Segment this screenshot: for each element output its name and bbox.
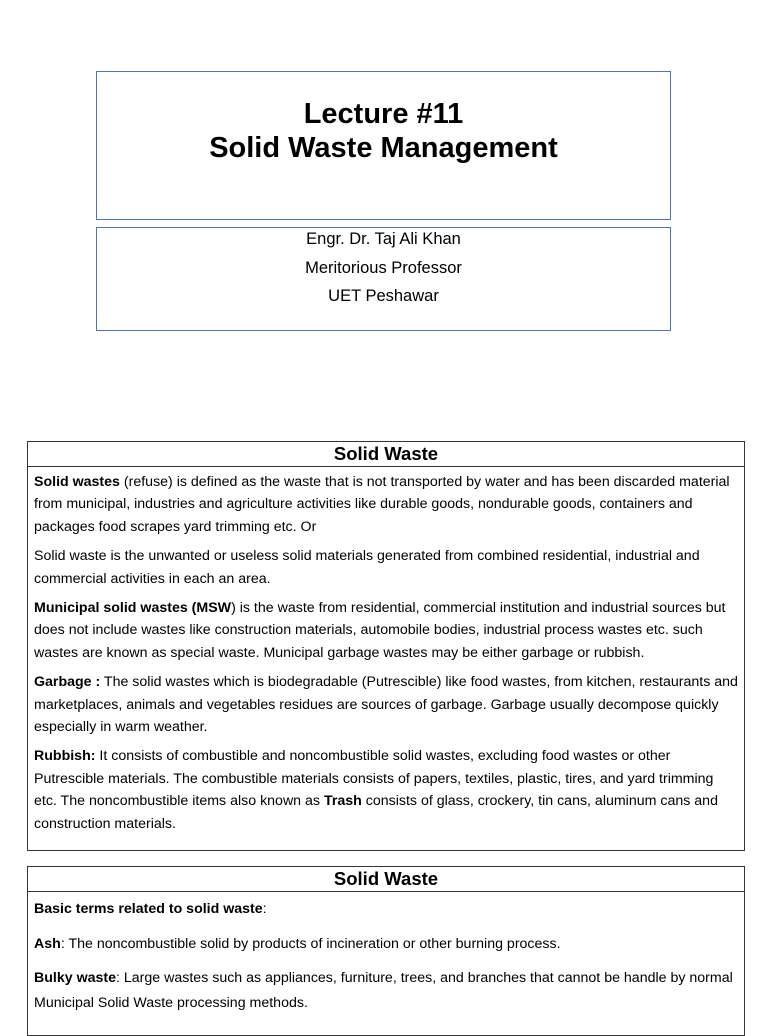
- rubbish-text: It consists of combustible and noncombustible solid wastes, excluding food wastes or other Putrescible materials. The combustible materials consists of papers, textiles, plastic, tires, and yard trimming etc. The noncombustible items also known as: [34, 748, 714, 810]
- solid-waste-section-1: [27, 441, 745, 851]
- garbage-text: The solid wastes which is biodegradable (Putrescible) like food wastes, from kitchen, restaurants and marketplaces, animals and vegetables residues are sources of garbage. Garbage usually decompose quickly especially in warm weather.: [34, 674, 738, 736]
- alt-definition-text: Solid waste is the unwanted or useless solid materials generated from combined residential, industrial and commercial activities in each an area.: [34, 548, 700, 587]
- term-basic-terms: Basic terms related to solid waste: [34, 901, 263, 917]
- rubbish-paragraph: [34, 745, 738, 835]
- term-trash: Trash: [323, 793, 362, 810]
- solid-waste-section-2: [27, 866, 745, 1036]
- term-msw: Municipal solid wastes (MSW: [34, 600, 232, 617]
- alt-definition-paragraph: [34, 545, 738, 590]
- rubbish-text-end: consists of glass, crockery, tin cans, aluminum cans and construction materials.: [34, 793, 718, 832]
- term-solid-wastes: Solid wastes: [34, 474, 120, 490]
- basic-terms-colon: :: [262, 901, 267, 917]
- bulky-waste-paragraph: [34, 966, 738, 1015]
- ash-text: : The noncombustible solid by products of incineration or other burning process.: [60, 935, 561, 952]
- definition-text: (refuse) is defined as the waste that is not transported by water and has been discarded material from municipal, industries and agriculture activities like durable goods, nondurable goods, containers and packages food scrapes yard trimming etc. Or: [34, 474, 730, 535]
- author-box: [96, 227, 671, 331]
- section-body: [28, 467, 744, 835]
- definition-paragraph: [34, 471, 738, 538]
- lecture-number: Lecture #11: [303, 98, 464, 130]
- author-position: Meritorious Professor: [305, 259, 462, 277]
- section-heading: Solid Waste: [28, 867, 744, 892]
- term-bulky-waste: Bulky waste: [34, 970, 117, 986]
- author-institution: UET Peshawar: [328, 287, 439, 305]
- basic-terms-paragraph: [34, 897, 738, 922]
- msw-text: ) is the waste from residential, commercial institution and industrial sources but does not include wastes like construction materials, automobile bodies, industrial process wastes etc. such wastes are known as special waste. Municipal garbage wastes may be either garbage or rubbish.: [34, 600, 726, 661]
- msw-paragraph: [34, 597, 738, 664]
- section-body: [28, 892, 744, 1015]
- section-heading: Solid Waste: [28, 442, 744, 467]
- garbage-paragraph: [34, 671, 738, 738]
- term-rubbish: Rubbish:: [34, 748, 96, 765]
- title-box: [96, 71, 671, 220]
- term-garbage: Garbage :: [34, 674, 101, 691]
- author-name: Engr. Dr. Taj Ali Khan: [306, 230, 461, 248]
- ash-paragraph: [34, 932, 738, 957]
- bulky-waste-text: : Large wastes such as appliances, furniture, trees, and branches that cannot be handle by normal Municipal Solid Waste processing methods.: [34, 970, 733, 1011]
- term-ash: Ash: [34, 935, 61, 952]
- lecture-title: Solid Waste Management: [209, 132, 558, 164]
